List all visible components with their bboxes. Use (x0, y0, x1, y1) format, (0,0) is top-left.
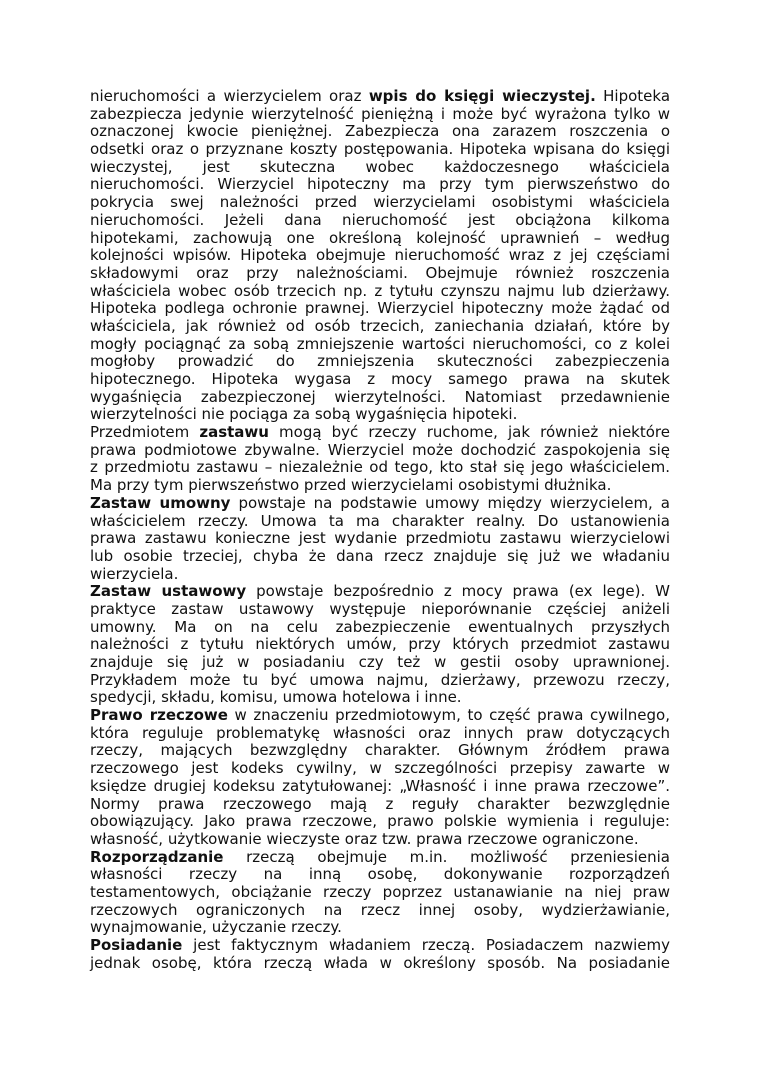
text-line (90, 654, 670, 672)
text-run: mogą być rzeczy ruchome, jak również niektóre (268, 423, 670, 442)
text-run: wierzytelności nie pociąga za sobą wygaśnięcia hipoteki. (90, 405, 518, 424)
bold-term: Posiadanie (90, 936, 183, 954)
text-run: powstaje bezpośrednio z mocy prawa (ex lege). W (246, 582, 671, 601)
document-page (90, 88, 670, 972)
text-run: właścicielem rzeczy. Umowa ta ma charakter realny. Do ustanowienia (90, 511, 670, 530)
text-line (90, 406, 670, 424)
text-run: mogły pociągnąć za sobą zmniejszenie wartości nieruchomości, co z kolei (90, 334, 670, 353)
text-line (90, 477, 670, 495)
text-line (90, 247, 670, 265)
text-run: księdze drugiej kodeksu zatytułowanej: „Własność i inne prawa rzeczowe”. (90, 776, 670, 795)
text-line (90, 212, 670, 230)
text-run: z przedmiotu zastawu – niezależnie od tego, kto stał się jego właścicielem. (90, 458, 670, 477)
text-line (90, 424, 670, 442)
text-line (90, 106, 670, 124)
text-run: własności rzeczy na inną osobę, dokonywanie rozporządzeń (90, 865, 670, 884)
text-line (90, 88, 670, 106)
text-line (90, 601, 670, 619)
text-run: wygaśnięcia zabezpieczonej wierzytelności. Natomiast przedawnienie (90, 387, 670, 406)
text-run: praktyce zastaw ustawowy występuje nieporównanie częściej aniżeli (90, 599, 670, 618)
text-line (90, 566, 670, 584)
text-line (90, 141, 670, 159)
bold-term: Zastaw umowny (90, 493, 231, 512)
text-line (90, 849, 670, 867)
text-run: nieruchomości. Wierzyciel hipoteczny ma przy tym pierwszeństwo do (90, 175, 670, 194)
text-run: spedycji, składu, komisu, umowa hotelowa i inne. (90, 688, 462, 707)
text-line (90, 902, 670, 920)
text-line (90, 353, 670, 371)
text-line (90, 230, 670, 248)
text-run: prawa zastawu konieczne jest wydanie przedmiotu zastawu wierzycielowi (90, 529, 670, 548)
text-line (90, 919, 670, 937)
text-line (90, 796, 670, 814)
text-line (90, 459, 670, 477)
text-run: wieczystej, jest skuteczna wobec każdoczesnego właściciela (90, 157, 670, 176)
bold-term: Prawo rzeczowe (90, 706, 228, 725)
bold-term: Zastaw ustawowy (90, 582, 247, 601)
text-run: właściciela, jak również od osób trzecich, zaniechania działań, które by (90, 316, 670, 335)
text-run: własność, użytkowanie wieczyste oraz tzw. prawa rzeczowe ograniczone. (90, 829, 639, 848)
text-line (90, 813, 670, 831)
bold-term: zastawu (199, 423, 269, 442)
text-run: rzeczowego jest kodeks cywilny, w szczególności przepisy zawarte w (90, 759, 670, 778)
text-line (90, 725, 670, 743)
bold-term: Rozporządzanie (90, 847, 224, 866)
text-run: hipotekami, zachowują one określoną kolejność uprawnień – według (90, 228, 670, 247)
text-line (90, 689, 670, 707)
text-run: Przedmiotem (90, 423, 200, 442)
text-line (90, 778, 670, 796)
text-line (90, 265, 670, 283)
text-run: nieruchomości a wierzycielem oraz (90, 87, 369, 105)
text-line (90, 548, 670, 566)
text-line (90, 583, 670, 601)
text-run: nieruchomości. Jeżeli dana nieruchomość jest obciążona kilkoma (90, 210, 670, 229)
text-line (90, 336, 670, 354)
text-run: zabezpiecza jedynie wierzytelność pieniężną i może być wyrażona tylko w (90, 104, 670, 123)
text-run: wierzyciela. (90, 564, 179, 583)
text-run: umowny. Ma on na celu zabezpieczenie ewentualnych przyszłych (90, 617, 670, 636)
text-run: w znaczeniu przedmiotowym, to część prawa cywilnego, (227, 706, 670, 725)
text-run: mogłoby prowadzić do zmniejszenia skuteczności zabezpieczenia (90, 352, 670, 371)
text-run: znajduje się już w posiadaniu czy też w gestii osoby uprawnionej. (90, 653, 670, 671)
text-run: Przykładem może tu być umowa najmu, dzierżawy, przewozu rzeczy, (90, 670, 670, 689)
text-run: jest faktycznym władaniem rzeczą. Posiadaczem nazwiemy (182, 936, 670, 954)
text-run: rzeczowych ograniczonych na rzecz innej osoby, wydzierżawianie, (90, 900, 670, 919)
text-run: testamentowych, obciążanie rzeczy poprzez ustanawianie na niej praw (90, 882, 670, 901)
text-line (90, 742, 670, 760)
text-line (90, 318, 670, 336)
text-line (90, 159, 670, 177)
text-run: Ma przy tym pierwszeństwo przed wierzycielami osobistymi dłużnika. (90, 476, 612, 495)
text-run: hipotecznego. Hipoteka wygasa z mocy samego prawa na skutek (90, 370, 670, 388)
document-text-body (90, 88, 670, 972)
text-run: odsetki oraz o przyznane koszty postępowania. Hipoteka wpisana do księgi (90, 140, 670, 159)
text-run: prawa podmiotowe zbywalne. Wierzyciel może dochodzić zaspokojenia się (90, 440, 670, 459)
text-line (90, 831, 670, 849)
text-run: Hipoteka (595, 87, 671, 105)
bold-term: wpis do księgi wieczystej. (368, 87, 596, 105)
text-line (90, 636, 670, 654)
text-line (90, 283, 670, 301)
text-run: składowymi oraz przy należnościami. Obejmuje również roszczenia (90, 263, 670, 282)
text-line (90, 707, 670, 725)
text-line (90, 955, 670, 973)
text-line (90, 866, 670, 884)
text-line (90, 442, 670, 460)
text-line (90, 300, 670, 318)
text-run: powstaje na podstawie umowy między wierzycielem, a (230, 493, 670, 512)
text-run: która reguluje problematykę własności oraz innych praw dotyczących (90, 723, 670, 742)
text-run: lub osobie trzeciej, chyba że dana rzecz znajduje się już we władaniu (90, 546, 670, 565)
text-line (90, 176, 670, 194)
text-run: kolejności wpisów. Hipoteka obejmuje nieruchomość wraz z jej częściami (90, 246, 670, 265)
text-line (90, 530, 670, 548)
text-run: obowiązujący. Jako prawa rzeczowe, prawo polskie wymienia i reguluje: (90, 812, 670, 831)
text-run: należności z tytułu niektórych umów, przy których przedmiot zastawu (90, 635, 670, 654)
text-run: Normy prawa rzeczowego mają z reguły charakter bezwzględnie (90, 794, 670, 813)
text-line (90, 495, 670, 513)
text-line (90, 884, 670, 902)
text-line (90, 389, 670, 407)
text-run: oznaczonej kwocie pieniężnej. Zabezpiecza ona zarazem roszczenia o (90, 122, 670, 141)
text-line (90, 194, 670, 212)
text-run: wynajmowanie, użyczanie rzeczy. (90, 918, 342, 937)
text-run: jednak osobę, która rzeczą włada w określony sposób. Na posiadanie (90, 953, 670, 972)
text-line (90, 123, 670, 141)
text-run: Hipoteka podlega ochronie prawnej. Wierzyciel hipoteczny może żądać od (90, 299, 670, 318)
text-line (90, 672, 670, 690)
text-run: rzeczy, mających bezwzględny charakter. Głównym źródłem prawa (90, 741, 670, 760)
text-line (90, 760, 670, 778)
text-line (90, 371, 670, 389)
text-run: właściciela wobec osób trzecich np. z tytułu czynszu najmu lub dzierżawy. (90, 281, 670, 300)
text-run: pokrycia swej należności przed wierzycielami osobistymi właściciela (90, 193, 670, 212)
text-run: rzeczą obejmuje m.in. możliwość przeniesienia (223, 847, 670, 866)
text-line (90, 619, 670, 637)
text-line (90, 937, 670, 955)
text-line (90, 513, 670, 531)
